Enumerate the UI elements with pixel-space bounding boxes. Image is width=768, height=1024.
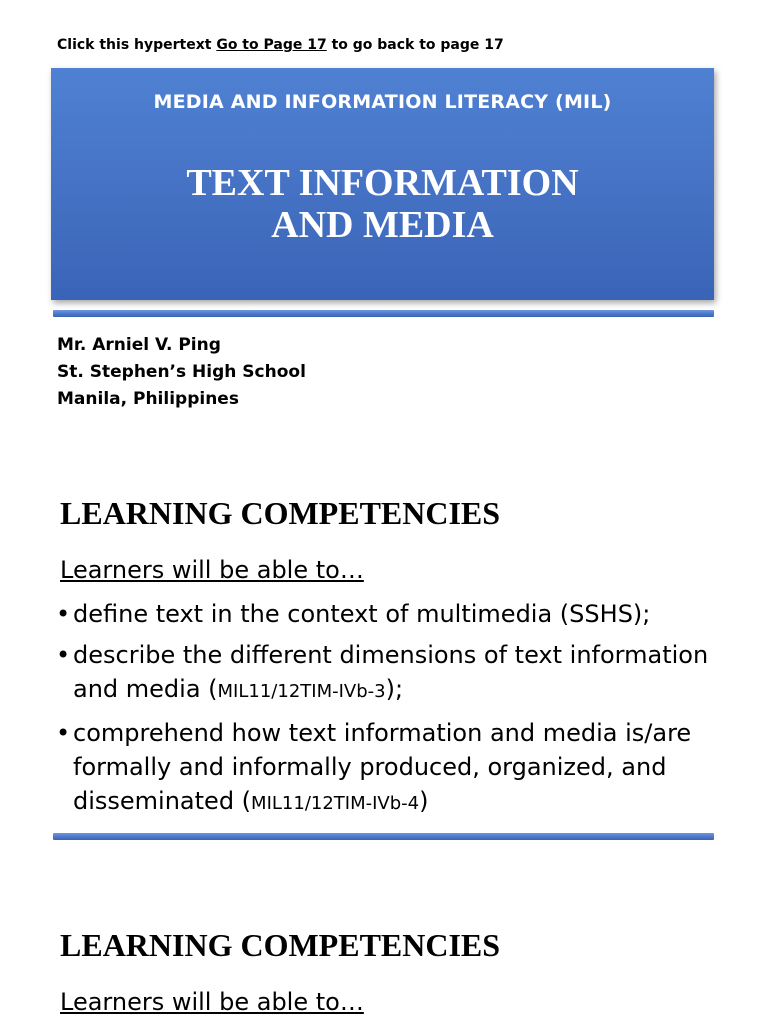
list-item — [56, 716, 736, 821]
hypertext-note-prefix: Click this hypertext — [57, 37, 217, 53]
bullet-icon: • — [56, 600, 71, 628]
competency-code: MIL11/12TIM-IVb-3 — [217, 681, 386, 702]
slide-divider — [53, 833, 714, 840]
list-item-tail: ); — [385, 675, 404, 703]
bullet-icon: • — [56, 719, 71, 747]
course-title: MEDIA AND INFORMATION LITERACY (MIL) — [153, 91, 612, 113]
competencies-intro-next: Learners will be able to… — [60, 988, 364, 1016]
list-item-text: comprehend how text information and media is/are formally and informally produced, organized, and disseminated ( — [73, 719, 692, 815]
competencies-heading-next: LEARNING COMPETENCIES — [60, 927, 501, 963]
author-location: Manila, Philippines — [57, 389, 239, 409]
author-school: St. Stephen’s High School — [57, 362, 306, 382]
list-item-text: describe the different dimensions of text information and media ( — [73, 641, 709, 703]
author-name: Mr. Arniel V. Ping — [57, 335, 221, 355]
competency-code: MIL11/12TIM-IVb-4 — [251, 793, 420, 814]
list-item — [56, 597, 736, 631]
title-slide — [51, 68, 714, 300]
main-title-line-2: AND MEDIA — [271, 204, 494, 246]
bullet-icon: • — [56, 641, 71, 669]
competencies-intro: Learners will be able to… — [60, 556, 364, 584]
main-title — [51, 162, 714, 246]
list-item-text: define text in the context of multimedia (SSHS); — [73, 600, 651, 628]
competencies-heading: LEARNING COMPETENCIES — [60, 495, 501, 531]
competencies-list — [56, 597, 736, 828]
main-title-line-1: TEXT INFORMATION — [186, 162, 579, 204]
author-info — [57, 332, 306, 413]
go-to-page-17-link[interactable]: Go to Page 17 — [216, 37, 327, 53]
list-item — [56, 638, 736, 709]
slide-divider — [53, 310, 714, 317]
hypertext-note-suffix: to go back to page 17 — [326, 37, 504, 53]
hypertext-note — [57, 35, 504, 55]
list-item-tail: ) — [419, 787, 429, 815]
